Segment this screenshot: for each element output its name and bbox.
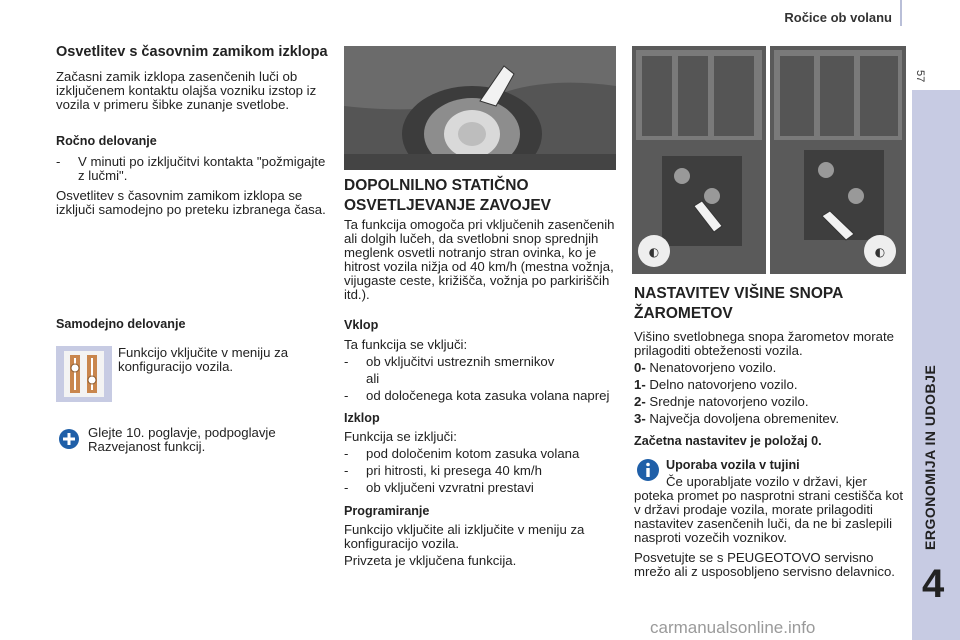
section-title-line1: NASTAVITEV VIŠINE SNOPA (634, 285, 844, 302)
info-heading: Uporaba vozila v tujini (666, 458, 800, 472)
header-divider (900, 0, 902, 26)
list-item: - V minuti po izključitvi kontakta "požmigajte z lučmi". (56, 154, 326, 183)
intro-text: Ta funkcija omogoča pri vključenih zasenčenih ali dolgih lučeh, da svetlobni snop sprednjih meglenk osvetli notranjo stran ovinka, ko je hitrost vozila nižja od 40 km/h (mestna vožnja, vijugaste ceste, križišča, vožnja po parkiriščih itd.). (344, 217, 615, 302)
prog-text: Funkcijo vključite ali izključite v meniju za konfiguracijo vozila. (344, 522, 585, 551)
settings-sliders-icon (56, 346, 112, 402)
off-text: Funkcija se izključi: (344, 429, 457, 444)
svg-text:◐: ◐ (874, 245, 886, 259)
info-text: Če uporabljate vozilo v državi, kjer poteka promet po nasprotni strani cestišča kot v državi prodaje vozila, morate prilagoditi nastavitev zasenčenih luči, da ne bi zaslepili nasproti vozečih voznikov. (634, 474, 904, 545)
level-item: 0- Nenatovorjeno vozilo. (634, 360, 777, 375)
off-heading: Izklop (344, 411, 380, 425)
info-contact-text: Posvetujte se s PEUGEOTOVO servisno mrežo ali z usposobljeno servisno delavnico. (634, 550, 895, 579)
section-title-line1: DOPOLNILNO STATIČNO (344, 177, 529, 194)
intro-text: Začasni zamik izklopa zasenčenih luči ob izključenem kontaktu olajša vozniku izstop iz vozila v primeru šibke zunanje svetlobe. (56, 69, 317, 112)
column-delayed-lighting (56, 44, 328, 217)
prog-heading: Programiranje (344, 504, 430, 518)
list-item: - pod določenim kotom zasuka volana (344, 446, 580, 461)
plus-icon (58, 428, 80, 450)
svg-text:◐: ◐ (648, 245, 660, 259)
level-item: 1- Delno natovorjeno vozilo. (634, 377, 798, 392)
manual-text: Osvetlitev s časovnim zamikom izklopa se izključi samodejno po preteku izbranega časa. (56, 188, 326, 217)
info-block (634, 475, 906, 579)
on-text: Ta funkcija se vključi: (344, 337, 468, 352)
auto-heading: Samodejno delovanje (56, 317, 186, 331)
chapter-number: 4 (922, 562, 945, 606)
level-item: 3- Največja dovoljena obremenitev. (634, 411, 840, 426)
watermark: carmanualsonline.info (650, 618, 816, 637)
prog-default-text: Privzeta je vključena funkcija. (344, 553, 517, 568)
column-cornering-lights (344, 176, 616, 568)
list-item: - od določenega kota zasuka volana naprej (344, 388, 610, 403)
section-header: Ročice ob volanu (784, 10, 892, 25)
list-item: - ob vključitvi ustreznih smernikov (344, 354, 555, 369)
default-position-text: Začetna nastavitev je položaj 0. (634, 434, 822, 448)
list-item: - ob vključeni vzvratni prestavi (344, 480, 534, 495)
section-title-line2: OSVETLJEVANJE ZAVOJEV (344, 197, 552, 214)
manual-heading: Ročno delovanje (56, 134, 157, 148)
see-chapter-text: Glejte 10. poglavje, podpoglavje Razvejanost funkcij. (88, 425, 276, 454)
auto-text: Funkcijo vključite v meniju za konfiguracijo vozila. (118, 345, 289, 374)
chapter-label: ERGONOMIJA IN UDOBJE (922, 364, 938, 550)
dashboard-photo-left (632, 46, 766, 274)
fog-lamp-photo (344, 46, 616, 170)
section-title-line2: ŽAROMETOV (634, 305, 733, 322)
list-item: ali (366, 371, 380, 386)
level-item: 2- Srednje natovorjeno vozilo. (634, 394, 809, 409)
section-title: Osvetlitev s časovnim zamikom izklopa (56, 44, 328, 60)
list-item: - pri hitrosti, ki presega 40 km/h (344, 463, 542, 478)
on-heading: Vklop (344, 318, 379, 332)
intro-text: Višino svetlobnega snopa žarometov morate prilagoditi obteženosti vozila. (634, 329, 894, 358)
page-number: 57 (914, 70, 926, 83)
dashboard-photo-right (770, 46, 906, 274)
column-headlamp-adjustment (634, 284, 906, 449)
